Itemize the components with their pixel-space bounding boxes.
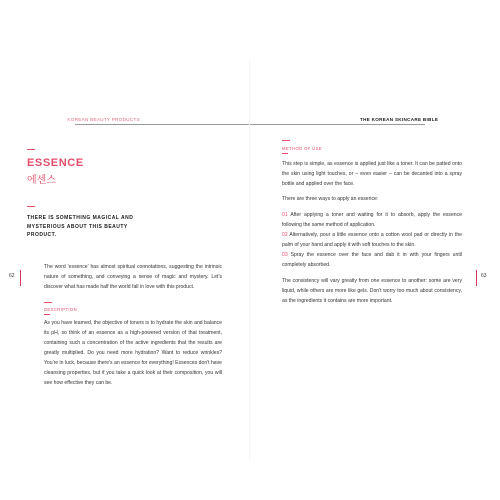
page-number-box-left	[9, 270, 27, 286]
intro-accent-dash	[27, 206, 35, 207]
running-head-right: THE KOREAN SKINCARE BIBLE	[360, 117, 439, 122]
list-item-number: 02	[282, 232, 288, 238]
right-page	[250, 0, 500, 500]
description-label: DESCRIPTION	[44, 307, 78, 312]
list-item-number: 03	[282, 252, 288, 258]
method-accent-dash	[282, 140, 290, 141]
page-number-line-left	[20, 270, 21, 286]
list-item	[282, 250, 462, 270]
page-number-right: 63	[481, 273, 487, 279]
method-label-dash	[282, 153, 288, 154]
title-accent-dash	[27, 149, 35, 150]
ways-intro: There are three ways to apply an essence:	[282, 196, 379, 202]
list-item-text: After applying a toner and waiting for it to absorb, apply the essence following the same method of application.	[282, 212, 462, 228]
page-title: ESSENCE	[27, 157, 84, 169]
description-accent-dash	[44, 302, 52, 303]
method-paragraph: This step is simple, as essence is applied just like a toner. It can be patted onto the skin using light touches, or – even easier – can be decanted into a spray bottle and applied over the face.	[282, 161, 462, 187]
running-head-rule-right	[250, 124, 425, 125]
intro-paragraph: The word 'essence' has almost spiritual connotations, suggesting the intrinsic nature of something, and conveying a sense of magic and mystery. Let's discover what has made half the world fall in love with this product.	[44, 264, 222, 290]
list-item	[282, 230, 462, 250]
page-subtitle-korean: 에센스	[27, 175, 56, 186]
list-item	[282, 210, 462, 230]
method-label: METHOD OF USE	[282, 146, 323, 151]
list-item-number: 01	[282, 212, 288, 218]
page-number-box-right	[476, 270, 494, 286]
intro-lead: THERE IS SOMETHING MAGICAL AND MYSTERIOUS ABOUT THIS BEAUTY PRODUCT.	[27, 215, 134, 238]
description-paragraph: As you have learned, the objective of toners is to hydrate the skin and balance its pH, so think of an essence as a high-powered version of that treatment, containing such a concentration of the active ingredients that the results are greatly multiplied. Do you need more hydration? Want to reduce wrinkles? You're in luck, because there's an essence for everything! Essences don't have cleansing properties, but if you take a quick look at their composition, you will see how effective they can be.	[44, 320, 223, 386]
page-number-line-right	[476, 270, 477, 286]
page-number-left: 62	[9, 273, 15, 279]
list-item-text: Spray the essence over the face and dab it in with your fingers until completely absorbed.	[282, 252, 463, 268]
list-item-text: Alternatively, pour a little essence onto a cotton wool pad or directly in the palm of your hand and apply it with soft touches to the skin.	[282, 232, 462, 248]
consistency-paragraph: The consistency will vary greatly from one essence to another: some are very liquid, while others are more like gels. Don't worry too much about consistency, as the ingredients it contains are more important.	[282, 278, 462, 304]
running-head-rule-left	[75, 124, 250, 125]
running-head-left: KOREAN BEAUTY PRODUCTS	[67, 117, 140, 122]
description-label-dash	[44, 314, 50, 315]
ways-list	[282, 210, 462, 270]
